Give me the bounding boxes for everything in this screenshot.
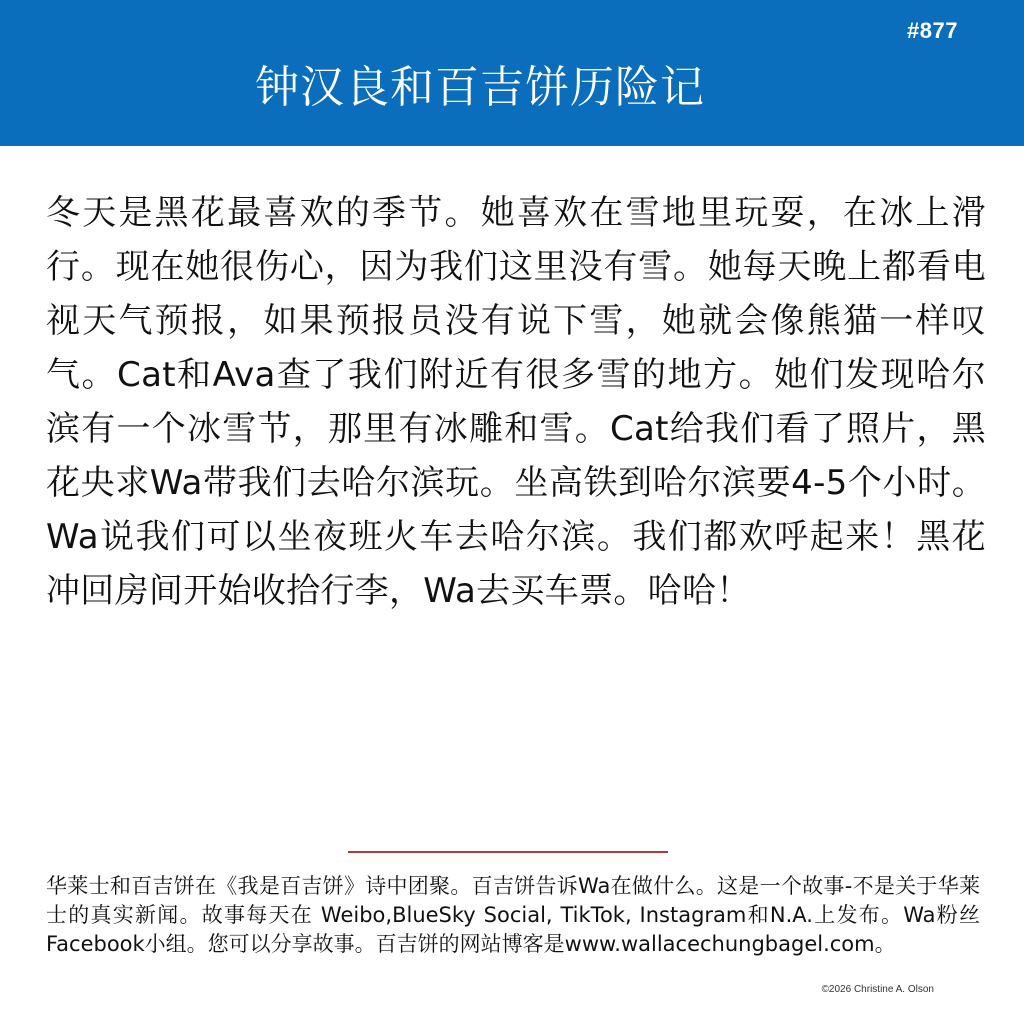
divider-line <box>348 851 668 853</box>
copyright-notice: ©2026 Christine A. Olson <box>821 984 934 995</box>
story-text: 冬天是黑花最喜欢的季节。她喜欢在雪地里玩耍，在冰上滑行。现在她很伤心，因为我们这里没有雪。她每天晚上都看电视天气预报，如果预报员没有说下雪，她就会像熊猫一样叹气。Cat和Ava查了我们附近有很多雪的地方。她们发现哈尔滨有一个冰雪节，那里有冰雕和雪。Cat给我们看了照片，黑花央求Wa带我们去哈尔滨玩。坐高铁到哈尔滨要4-5个小时。Wa说我们可以坐夜班火车去哈尔滨。我们都欢呼起来！黑花冲回房间开始收拾行李，Wa去买车票。哈哈！ <box>46 193 986 611</box>
footer-note: 华莱士和百吉饼在《我是百吉饼》诗中团聚。百吉饼告诉Wa在做什么。这是一个故事-不是关于华莱士的真实新闻。故事每天在 Weibo,BlueSky Social, TikTok, Instagram和N.A.上发布。Wa粉丝Facebook小组。您可以分享故事。百吉饼的网站博客是www.wallacechungbagel.com。 <box>46 874 980 956</box>
header-banner <box>0 0 1024 146</box>
story-number: #877 <box>907 18 958 43</box>
page-title: 钟汉良和百吉饼历险记 <box>255 62 705 113</box>
